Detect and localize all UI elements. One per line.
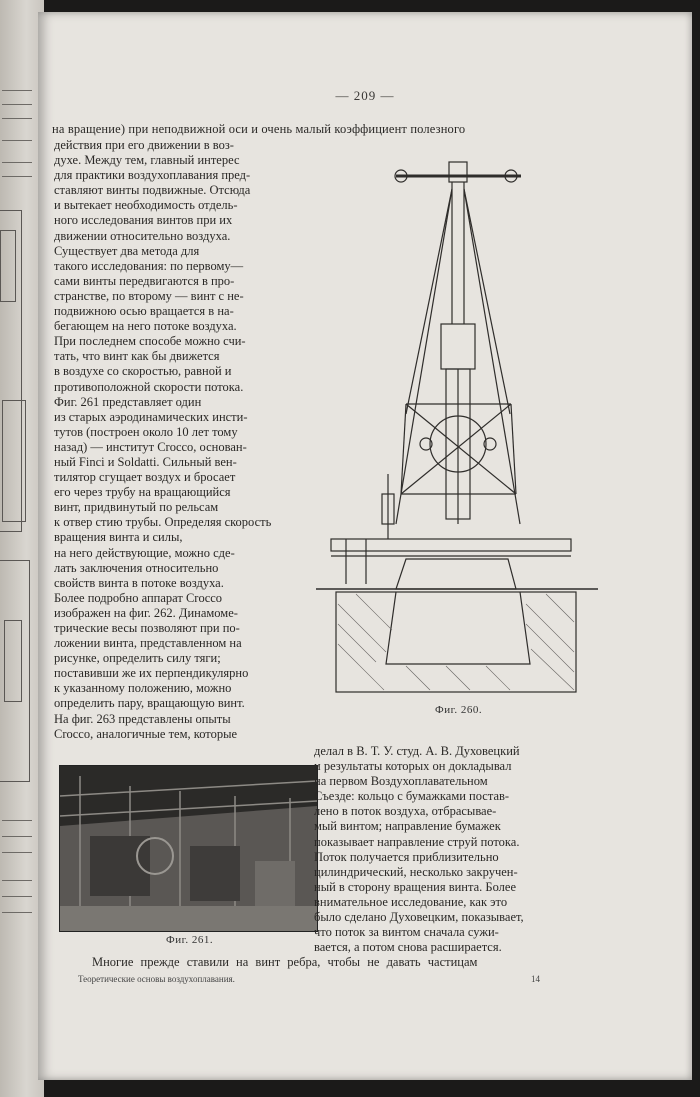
text-line: делал в В. Т. У. студ. А. В. Духовецкий	[314, 744, 520, 758]
text-line: тилятор сгущает воздух и бросает	[54, 470, 236, 485]
right-text-column	[314, 744, 604, 955]
text-line: ставляют винты подвижные. Отсюда	[54, 183, 251, 198]
figure-261-photo	[59, 765, 318, 932]
text-line: Поток получается приблизительно	[314, 849, 499, 864]
text-line: При последнем способе можно счи-	[54, 334, 246, 349]
text-line: что поток за винтом сначала сужи-	[314, 925, 499, 940]
text-line: такого исследования: по первому—	[54, 258, 244, 273]
text-line: действия при его движении в воз-	[54, 138, 234, 152]
text-line: Существует два метода для	[54, 243, 200, 258]
text-line: цилиндрический, несколько закручен-	[314, 864, 518, 879]
text-line: На фиг. 263 представлены опыты	[54, 711, 231, 726]
text-line: винт, придвинутый по рельсам	[54, 500, 219, 515]
text-line: вается, а потом снова расширается.	[314, 940, 502, 955]
text-line: поставивши же их перпендикулярно	[54, 666, 249, 681]
text-line: показывает направление струй потока.	[314, 834, 520, 849]
bottom-text-line: Многие прежде ставили на винт ребра, чтобы не давать частицам	[92, 955, 478, 969]
text-line: лено в поток воздуха, отбрасывае-	[314, 804, 497, 819]
text-line: и результаты которых он докладывал	[314, 759, 512, 774]
figure-261-caption: Фиг. 261.	[166, 934, 214, 946]
text-line: бегающем на него потоке воздуха.	[54, 319, 237, 334]
text-line: определить пару, вращающую винт.	[54, 696, 245, 711]
text-line: на первом Воздухоплавательном	[314, 774, 488, 789]
text-line: к указанному положению, можно	[54, 681, 232, 696]
text-line: рисунке, определить силу тяги;	[54, 651, 221, 666]
left-text-column	[54, 138, 314, 742]
text-line: Съезде: кольцо с бумажками постав-	[314, 789, 510, 804]
text-line: внимательное исследование, как это	[314, 894, 508, 909]
footer-signature-number: 14	[531, 974, 540, 984]
text-line: Crocco, аналогичные тем, которые	[54, 726, 238, 741]
text-line: лать заключения относительно	[54, 560, 219, 575]
text-line: вращения винта и силы,	[54, 530, 183, 545]
page-number: — 209 —	[335, 88, 395, 103]
book-page	[38, 12, 692, 1080]
text-line: ного исследования винтов при их	[54, 213, 233, 228]
text-line: назад) — институт Crocco, основан-	[54, 439, 247, 454]
footer-book-title: Теоретические основы воздухоплавания.	[78, 974, 235, 984]
text-line: его через трубу на вращающийся	[54, 485, 231, 500]
figure-260-drawing	[316, 144, 601, 699]
text-line: на него действующие, можно сде-	[54, 545, 235, 560]
top-text-line: на вращение) при неподвижной оси и очень малый коэффициент полезного	[52, 122, 466, 136]
text-line: духе. Между тем, главный интерес	[54, 153, 240, 168]
text-line: свойств винта в потоке воздуха.	[54, 575, 224, 590]
text-line: было сделано Духовецким, показывает,	[314, 910, 524, 925]
text-line: и вытекает необходимость отдель-	[54, 198, 238, 213]
text-line: ложении винта, представленном на	[54, 636, 242, 651]
text-line: к отвер стию трубы. Определяя скорость	[54, 515, 272, 530]
text-line: изображен на фиг. 262. Динамоме-	[54, 605, 238, 620]
text-line: мый винтом; направление бумажек	[314, 819, 501, 834]
text-line: Фиг. 261 представляет один	[54, 394, 202, 409]
text-line: трические весы позволяют при по-	[54, 621, 240, 635]
text-line: тать, что винт как бы движется	[54, 349, 220, 364]
text-line: для практики воздухоплавания пред-	[54, 168, 251, 183]
text-line: сами винты передвигаются в про-	[54, 273, 235, 288]
text-line: движении относительно воздуха.	[54, 228, 231, 243]
text-line: ный Finci и Soldatti. Сильный вен-	[54, 454, 237, 469]
text-line: из старых аэродинамических инсти-	[54, 409, 248, 424]
text-line: подвижною осью вращается в на-	[54, 304, 234, 319]
text-line: тутов (построен около 10 лет тому	[54, 424, 238, 439]
figure-260-caption: Фиг. 260.	[435, 704, 483, 716]
text-line: противоположной скорости потока.	[54, 379, 244, 394]
text-line: странстве, по второму — винт с не-	[54, 288, 244, 303]
text-line: Более подробно аппарат Crocco	[54, 590, 223, 605]
text-line: ный в сторону вращения винта. Более	[314, 879, 517, 894]
text-line: в воздухе со скоростью, равной и	[54, 364, 232, 379]
